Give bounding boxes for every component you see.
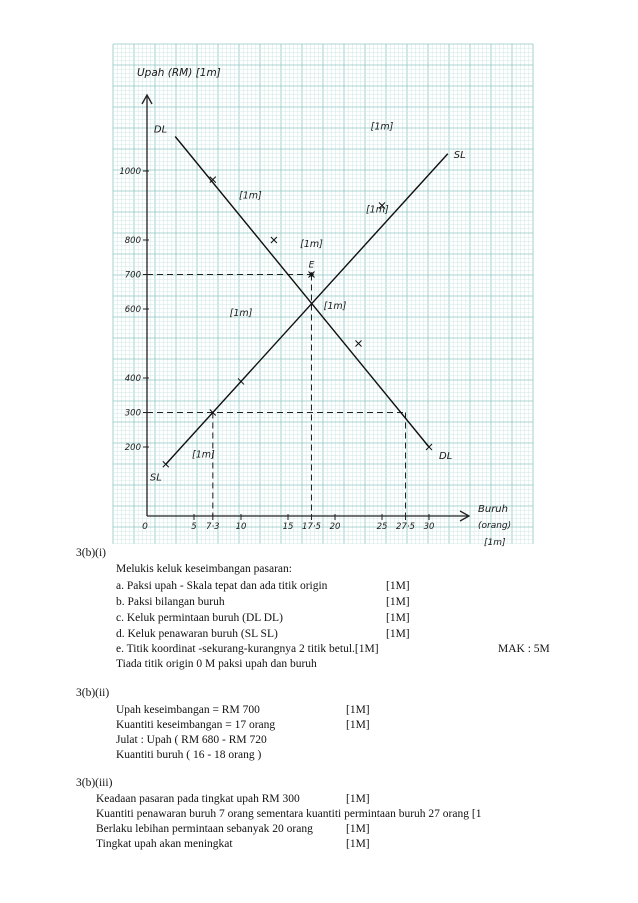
item-d-mark: [1M] [386,628,410,640]
item-b-mark: [1M] [386,596,410,608]
x-tick-label: 10 [235,522,247,532]
curve-label-DL-end: DL [153,124,168,136]
mark-annotation: [1m] [239,190,262,202]
item-c: c. Keluk permintaan buruh (DL DL) [116,612,283,624]
origin-label: 0 [142,522,148,532]
curve-label-SL-end: SL [453,149,466,161]
equilibrium-label: E [308,260,315,271]
mark-annotation: [1m] [365,204,389,216]
x-tick-label: 17·5 [302,522,321,532]
x-tick-label: 30 [423,522,435,532]
s3-line-1: Keadaan pasaran pada tingkat upah RM 300 [96,793,300,805]
item-b: b. Paksi bilangan buruh [116,596,225,608]
s3-line-4-mark: [1M] [346,838,370,850]
item-c-mark: [1M] [386,612,410,624]
y-tick-label: 700 [124,270,141,281]
s2-line-2-mark: [1M] [346,719,370,731]
item-a-mark: [1M] [386,580,410,592]
x-tick-label: 27·5 [396,522,415,532]
y-tick-label: 400 [124,374,141,384]
s3-line-1-mark: [1M] [346,793,370,805]
x-axis-title-3: [1m] [484,538,506,548]
y-tick-label: 200 [124,443,141,453]
curve-label-DL-start: DL [439,451,453,462]
s2-line-4: Kuantiti buruh ( 16 - 18 orang ) [116,749,262,761]
section-1-note: Tiada titik origin 0 M paksi upah dan buruh [116,658,317,670]
y-axis-title: Upah (RM) [1m] [137,67,221,79]
s2-line-1: Upah keseimbangan = RM 700 [116,704,260,716]
max-mark: MAK : 5M [498,643,550,655]
s3-line-4: Tingkat upah akan meningkat [96,838,233,850]
equilibrium-point [309,272,313,276]
section-3-id: 3(b)(iii) [76,777,113,789]
section-1-id: 3(b)(i) [76,547,107,559]
item-a: a. Paksi upah - Skala tepat dan ada titik origin [116,580,328,592]
s3-line-3-mark: [1M] [346,823,370,835]
section-2-id: 3(b)(ii) [76,687,110,699]
x-tick-label: 25 [376,522,388,532]
mark-annotation: [1m] [229,307,253,319]
x-tick-label: 20 [329,522,341,532]
y-tick-label: 1000 [119,167,141,177]
grid [113,44,533,544]
x-axis-title-2: (orang) [478,521,512,531]
mark-annotation: [1m] [300,238,323,250]
y-tick-label: 300 [124,408,141,419]
x-tick-label: 7·3 [206,522,220,532]
item-e: e. Titik koordinat -sekurang-kurangnya 2 titik betul.[1M] [116,643,379,655]
x-tick-label: 15 [282,522,294,532]
y-tick-label: 600 [124,305,141,315]
s3-line-2: Kuantiti penawaran buruh 7 orang sementara kuantiti permintaan buruh 27 orang [1 [96,808,482,820]
s2-line-1-mark: [1M] [346,704,370,716]
mark-annotation: [1m] [323,301,347,312]
s2-line-2: Kuantiti keseimbangan = 17 orang [116,719,276,731]
mark-annotation: [1m] [370,121,394,133]
mark-annotation: [1m] [192,449,215,461]
x-axis-title-1: Buruh [478,504,508,515]
section-1-intro: Melukis keluk keseimbangan pasaran: [116,563,292,575]
curve-label-SL-start: SL [149,472,162,484]
s3-line-3: Berlaku lebihan permintaan sebanyak 20 orang [96,823,313,835]
s2-line-3: Julat : Upah ( RM 680 - RM 720 [116,734,267,746]
item-d: d. Keluk penawaran buruh (SL SL) [116,628,278,640]
x-tick-label: 5 [191,522,197,532]
y-tick-label: 800 [124,236,141,246]
